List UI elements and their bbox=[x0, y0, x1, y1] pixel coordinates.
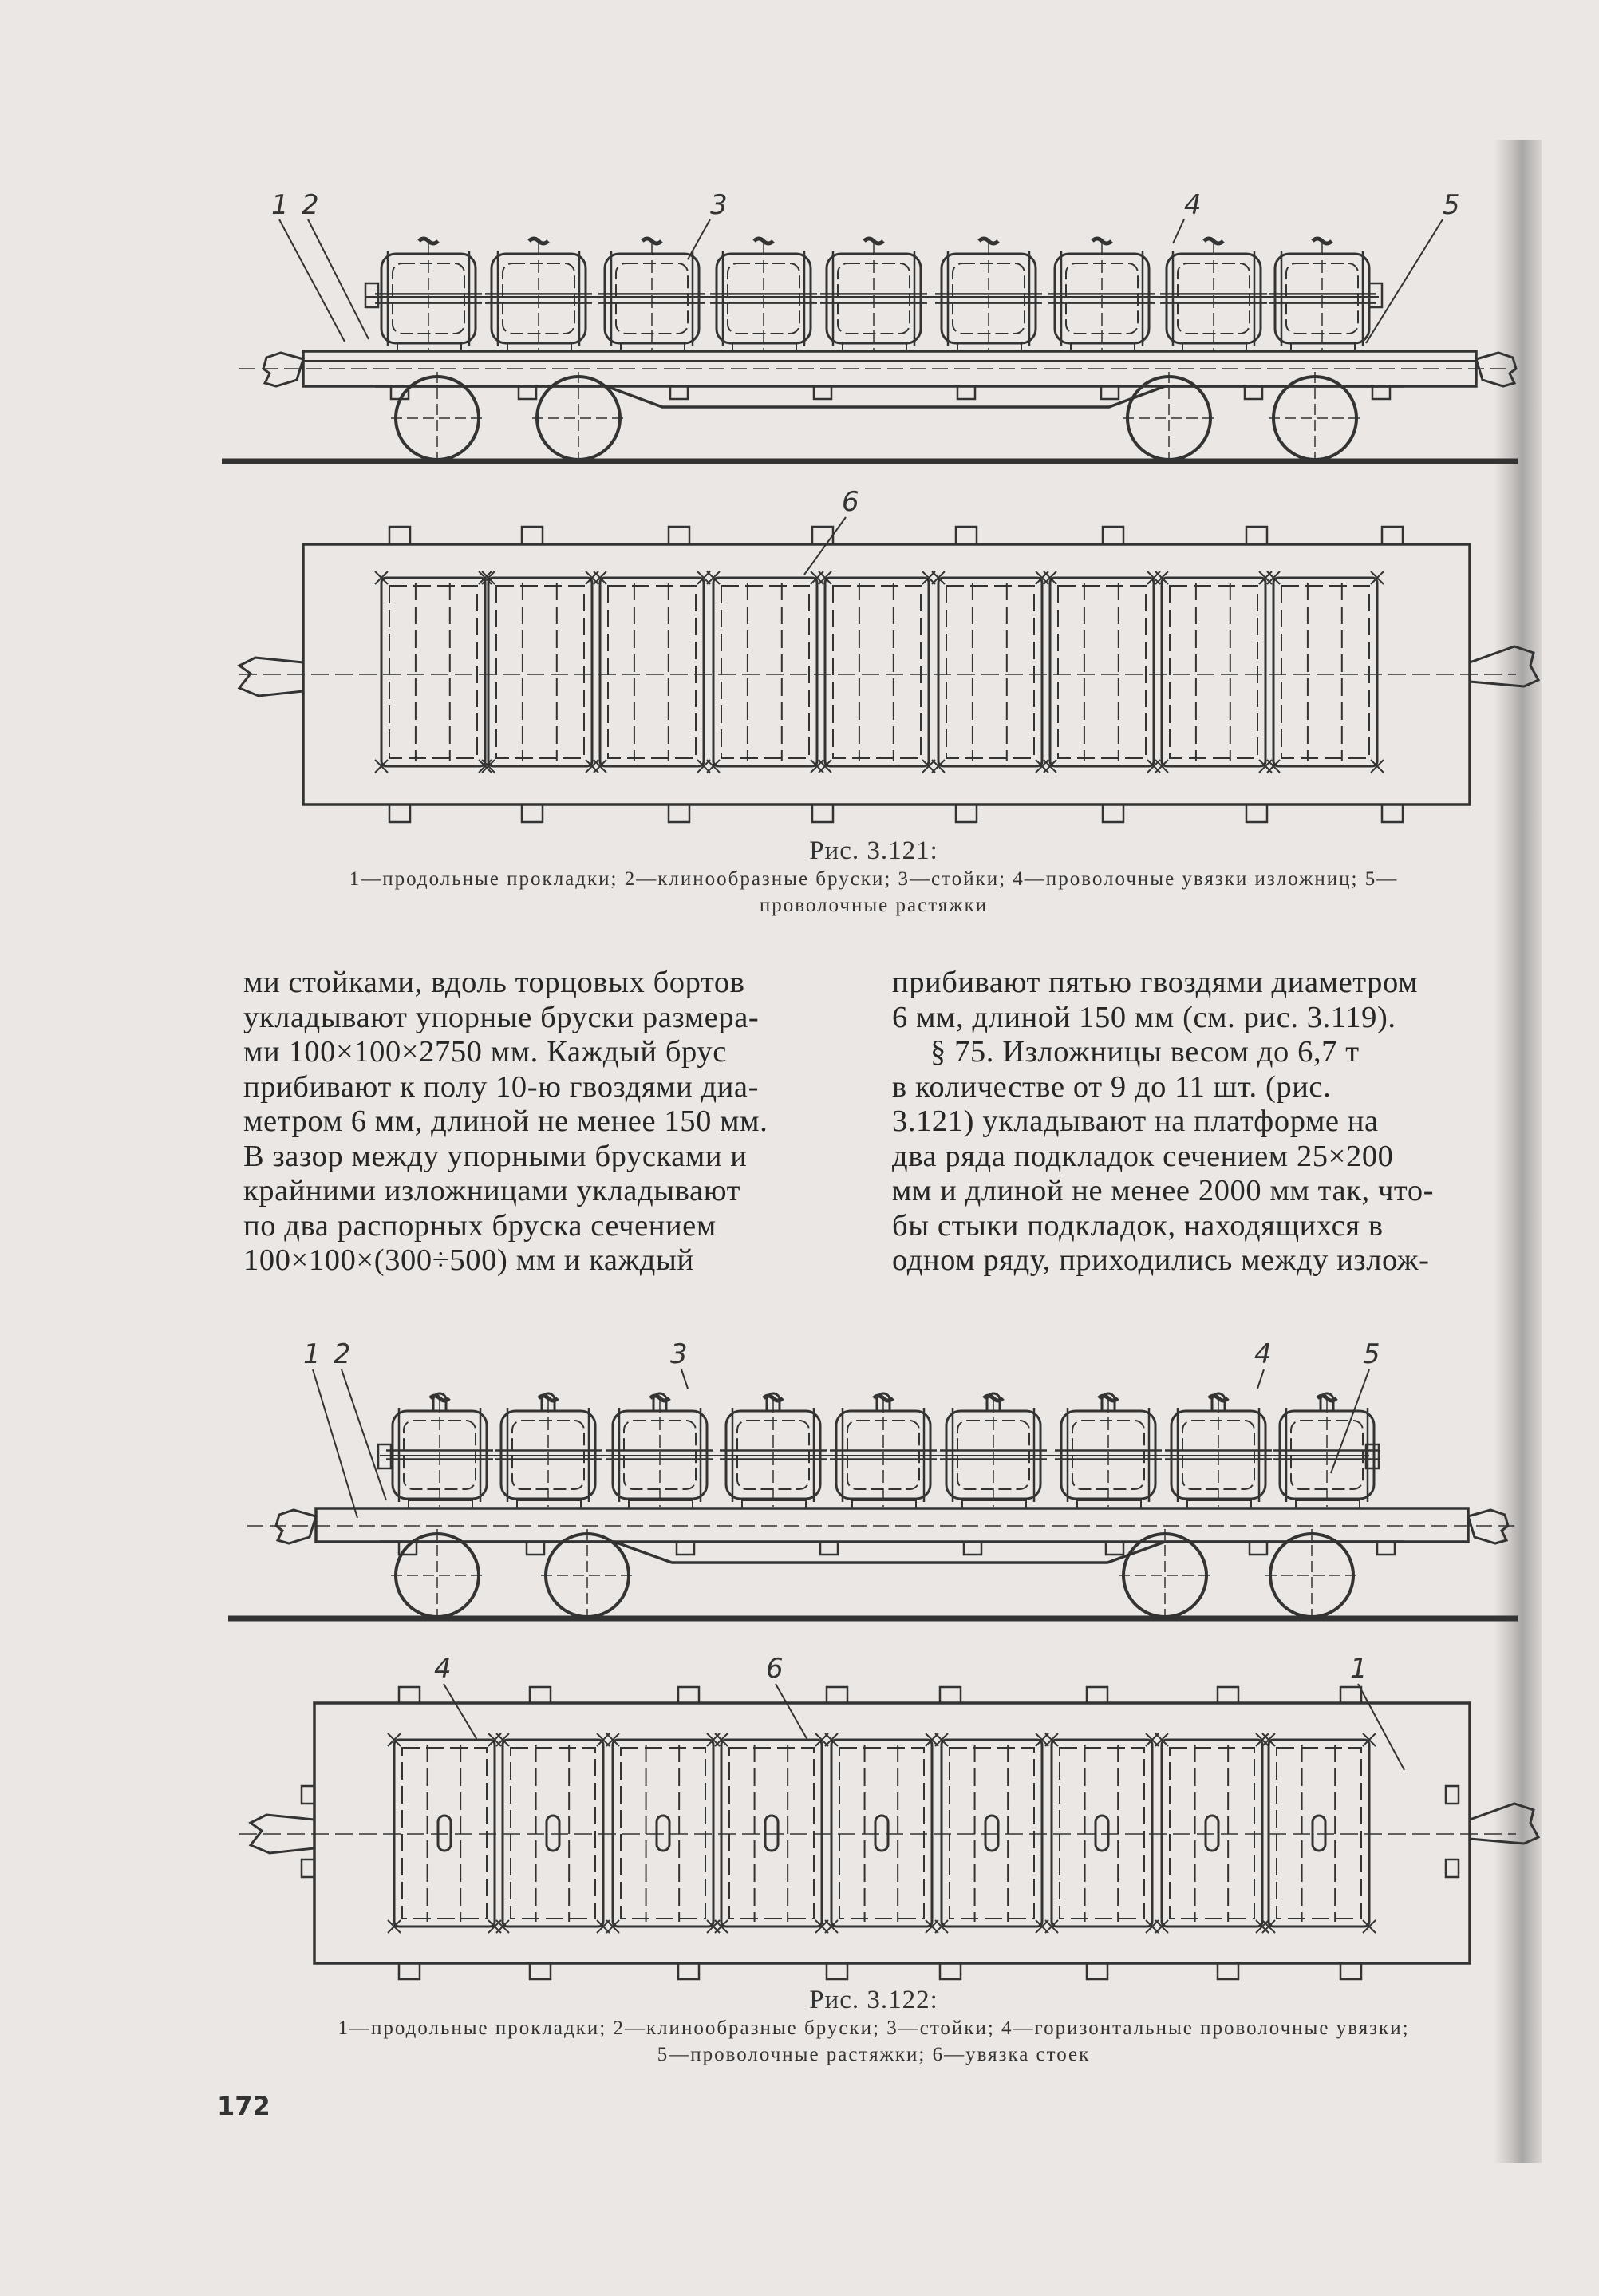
wire-mark bbox=[1204, 239, 1223, 243]
caption-title: Рис. 3.121: bbox=[809, 836, 938, 865]
label-5: 5 bbox=[1443, 189, 1460, 221]
coupler-plan bbox=[1470, 646, 1538, 686]
ingot-mold-plan-inner bbox=[608, 586, 696, 758]
ingot-mold-plan bbox=[381, 578, 485, 766]
stake-pocket bbox=[956, 527, 977, 544]
ingot-mold-plan bbox=[613, 1740, 713, 1927]
coupler bbox=[276, 1510, 316, 1543]
stake-slot bbox=[438, 1816, 451, 1851]
wire-mark bbox=[1092, 239, 1111, 243]
ingot-mold-plan-inner bbox=[833, 586, 921, 758]
stake-pocket bbox=[1103, 527, 1123, 544]
ingot-mold-plan bbox=[600, 578, 704, 766]
caption-legend-line-2: проволочные растяжки bbox=[759, 895, 989, 916]
ingot-mold-plan-inner bbox=[950, 1748, 1034, 1919]
ingot-mold-plan bbox=[394, 1740, 495, 1927]
side-stake-pocket bbox=[964, 1542, 981, 1555]
leader-line bbox=[688, 219, 710, 259]
stake-slot bbox=[547, 1816, 559, 1851]
side-stake-pocket bbox=[677, 1542, 694, 1555]
ingot-mold-plan-inner bbox=[1170, 1748, 1254, 1919]
stake-pocket bbox=[1340, 1687, 1361, 1703]
stake-pocket bbox=[1382, 804, 1403, 822]
stake-slot bbox=[1206, 1816, 1218, 1851]
ingot-mold-plan-inner bbox=[729, 1748, 814, 1919]
leader-line bbox=[1257, 1369, 1264, 1389]
text-line: 100×100×(300÷500) мм и каждый bbox=[243, 1243, 694, 1277]
ingot-mold-plan-inner bbox=[621, 1748, 705, 1919]
text-column-left bbox=[243, 966, 858, 1278]
text-column-right bbox=[892, 966, 1526, 1278]
ingot-mold-plan-inner bbox=[402, 1748, 487, 1919]
platform-plan bbox=[314, 1703, 1470, 1963]
wire-mark bbox=[642, 239, 661, 243]
leader-line bbox=[279, 219, 345, 342]
caption-legend-line-1: 1—продольные прокладки; 2—клинообразные бруски; 3—стойки; 4—проволочные увязки изложниц; 5— bbox=[349, 868, 1399, 890]
stake-pocket bbox=[1218, 1963, 1238, 1979]
stake-slot bbox=[1096, 1816, 1108, 1851]
ingot-mold-plan bbox=[1273, 578, 1377, 766]
figure-3-121 bbox=[0, 0, 1599, 934]
stake-pocket bbox=[389, 804, 410, 822]
stake-pocket bbox=[678, 1687, 699, 1703]
stake-pocket bbox=[399, 1963, 420, 1979]
wire-mark bbox=[1313, 239, 1332, 243]
text-line: 3.121) укладывают на платформе на bbox=[892, 1105, 1379, 1138]
side-stake-pocket bbox=[527, 1542, 544, 1555]
label-4: 4 bbox=[1254, 1338, 1272, 1370]
label-1: 1 bbox=[271, 189, 289, 221]
coupler bbox=[1468, 1510, 1508, 1543]
text-line: укладывают упорные бруски размера- bbox=[243, 1000, 760, 1034]
ingot-mold-plan-inner bbox=[1277, 1748, 1361, 1919]
text-line: два ряда подкладок сечением 25×200 bbox=[892, 1139, 1394, 1173]
stake-pocket bbox=[1087, 1687, 1107, 1703]
coupler bbox=[1476, 353, 1516, 386]
wire-mark bbox=[529, 239, 548, 243]
coupler-plan bbox=[1470, 1804, 1538, 1844]
ingot-mold-plan-inner bbox=[721, 586, 809, 758]
side-stake-pocket bbox=[519, 386, 536, 399]
side-stake-pocket bbox=[1372, 386, 1390, 399]
leader-line bbox=[308, 219, 369, 339]
stake-pocket bbox=[1218, 1687, 1238, 1703]
stake-slot bbox=[875, 1816, 888, 1851]
ingot-mold-plan bbox=[825, 578, 929, 766]
stake-pocket bbox=[389, 527, 410, 544]
stake-pocket bbox=[812, 527, 833, 544]
figure-3-121-drawing bbox=[0, 0, 1599, 934]
stake-pocket bbox=[1087, 1963, 1107, 1979]
label-6: 6 bbox=[842, 486, 859, 518]
label-5: 5 bbox=[1363, 1338, 1380, 1370]
ingot-mold-plan bbox=[721, 1740, 822, 1927]
ingot-mold-plan bbox=[831, 1740, 932, 1927]
leader-line bbox=[681, 1369, 688, 1389]
stake-pocket bbox=[1246, 804, 1267, 822]
ingot-mold-plan-inner bbox=[946, 586, 1034, 758]
end-lug bbox=[302, 1859, 314, 1877]
stake-pocket bbox=[522, 804, 543, 822]
stake-slot bbox=[985, 1816, 998, 1851]
ingot-mold-plan-inner bbox=[389, 586, 477, 758]
text-line: ми стойками, вдоль торцовых бортов bbox=[243, 966, 745, 999]
side-stake-pocket bbox=[1245, 386, 1262, 399]
ingot-mold-plan bbox=[1052, 1740, 1152, 1927]
stake-pocket bbox=[827, 1687, 847, 1703]
text-line: 6 мм, длиной 150 мм (см. рис. 3.119). bbox=[892, 1000, 1396, 1034]
leader-line bbox=[1358, 1684, 1404, 1770]
stake-pocket bbox=[940, 1687, 961, 1703]
side-stake-pocket bbox=[957, 386, 975, 399]
wire-mark bbox=[419, 239, 438, 243]
stake-pocket bbox=[1103, 804, 1123, 822]
text-line: прибивают к полу 10-ю гвоздями диа- bbox=[243, 1069, 760, 1104]
label-3: 3 bbox=[670, 1338, 688, 1370]
figure-3-122-drawing bbox=[0, 1309, 1599, 2043]
stake-pocket bbox=[956, 804, 977, 822]
ingot-mold-plan-inner bbox=[1060, 1748, 1144, 1919]
ingot-mold-plan-inner bbox=[1281, 586, 1369, 758]
wire-mark bbox=[979, 239, 998, 243]
text-line: мм и длиной не менее 2000 мм так, что- bbox=[892, 1174, 1435, 1207]
coupler bbox=[263, 353, 303, 386]
leader-line bbox=[313, 1369, 357, 1518]
label-4: 4 bbox=[434, 1653, 452, 1685]
ingot-mold-plan-inner bbox=[511, 1748, 595, 1919]
wire-mark bbox=[754, 239, 773, 243]
figure-3-122-caption bbox=[215, 1986, 1532, 2068]
side-stake-pocket bbox=[1250, 1542, 1267, 1555]
side-stake-pocket bbox=[1106, 1542, 1123, 1555]
ingot-mold-plan bbox=[1050, 578, 1154, 766]
ingot-mold-plan-inner bbox=[1058, 586, 1146, 758]
stake-slot bbox=[657, 1816, 669, 1851]
leader-line bbox=[1366, 219, 1443, 343]
ingot-mold-plan bbox=[713, 578, 817, 766]
ingot-mold-plan bbox=[1162, 578, 1265, 766]
stake-pocket bbox=[1382, 527, 1403, 544]
text-line: метром 6 мм, длиной не менее 150 мм. bbox=[243, 1105, 768, 1138]
stake-pocket bbox=[530, 1687, 551, 1703]
caption-legend-line-2: 5—проволочные растяжки; 6—увязка стоек bbox=[657, 2044, 1091, 2065]
text-line: § 75. Изложницы весом до 6,7 т bbox=[930, 1035, 1360, 1069]
leader-line bbox=[1173, 219, 1184, 243]
ingot-mold-plan bbox=[942, 1740, 1042, 1927]
stake-pocket bbox=[530, 1963, 551, 1979]
text-line: по два распорных бруска сечением bbox=[243, 1208, 717, 1243]
stake-pocket bbox=[399, 1687, 420, 1703]
ingot-mold-plan bbox=[488, 578, 592, 766]
wire-mark bbox=[864, 239, 883, 243]
text-line: прибивают пятью гвоздями диаметром bbox=[892, 966, 1419, 999]
label-1: 1 bbox=[1350, 1653, 1368, 1685]
side-stake-pocket bbox=[820, 1542, 838, 1555]
side-stake-pocket bbox=[1377, 1542, 1395, 1555]
stake-slot bbox=[1313, 1816, 1325, 1851]
text-line: бы стыки подкладок, находящихся в bbox=[892, 1208, 1384, 1243]
stake-pocket bbox=[678, 1963, 699, 1979]
label-1: 1 bbox=[303, 1338, 321, 1370]
stake-pocket bbox=[940, 1963, 961, 1979]
leader-line bbox=[342, 1369, 386, 1500]
leader-line bbox=[444, 1684, 477, 1740]
label-4: 4 bbox=[1184, 189, 1202, 221]
stake-pocket bbox=[669, 527, 689, 544]
ingot-mold-plan bbox=[503, 1740, 603, 1927]
label-2: 2 bbox=[334, 1338, 351, 1370]
ingot-mold-plan bbox=[1269, 1740, 1369, 1927]
end-lug bbox=[1446, 1859, 1459, 1877]
underframe bbox=[380, 1542, 1404, 1563]
label-6: 6 bbox=[766, 1653, 784, 1685]
ingot-mold-plan bbox=[1162, 1740, 1262, 1927]
ingot-mold-plan bbox=[938, 578, 1042, 766]
end-lug bbox=[1446, 1786, 1459, 1804]
text-line: одном ряду, приходились между излож- bbox=[892, 1243, 1430, 1277]
side-stake-pocket bbox=[670, 386, 688, 399]
side-stake-pocket bbox=[1101, 386, 1119, 399]
stake-pocket bbox=[827, 1963, 847, 1979]
ingot-mold-plan-inner bbox=[496, 586, 584, 758]
coupler-plan bbox=[239, 658, 303, 696]
caption-legend-line-1: 1—продольные прокладки; 2—клинообразные бруски; 3—стойки; 4—горизонтальные проволочные увязки; bbox=[338, 2017, 1410, 2039]
figure-3-122 bbox=[0, 1309, 1599, 2043]
caption-title: Рис. 3.122: bbox=[809, 1986, 938, 2014]
text-line: в количестве от 9 до 11 шт. (рис. bbox=[892, 1069, 1332, 1104]
stake-pocket bbox=[669, 804, 689, 822]
stake-pocket bbox=[1246, 527, 1267, 544]
stake-pocket bbox=[1340, 1963, 1361, 1979]
ingot-mold-plan-inner bbox=[839, 1748, 924, 1919]
label-3: 3 bbox=[710, 189, 728, 221]
end-lug bbox=[302, 1786, 314, 1804]
stake-slot bbox=[765, 1816, 778, 1851]
leader-line bbox=[776, 1684, 807, 1740]
ingot-mold-plan-inner bbox=[1170, 586, 1257, 758]
stake-pocket bbox=[812, 804, 833, 822]
figure-3-121-caption bbox=[215, 836, 1532, 919]
side-stake-pocket bbox=[814, 386, 831, 399]
text-line: крайними изложницами укладывают bbox=[243, 1174, 741, 1207]
text-line: В зазор между упорными брусками и bbox=[243, 1139, 748, 1173]
stake-pocket bbox=[522, 527, 543, 544]
page-number: 172 bbox=[217, 2091, 270, 2121]
text-line: ми 100×100×2750 мм. Каждый брус bbox=[243, 1035, 727, 1069]
label-2: 2 bbox=[302, 189, 319, 221]
underframe bbox=[375, 386, 1404, 407]
